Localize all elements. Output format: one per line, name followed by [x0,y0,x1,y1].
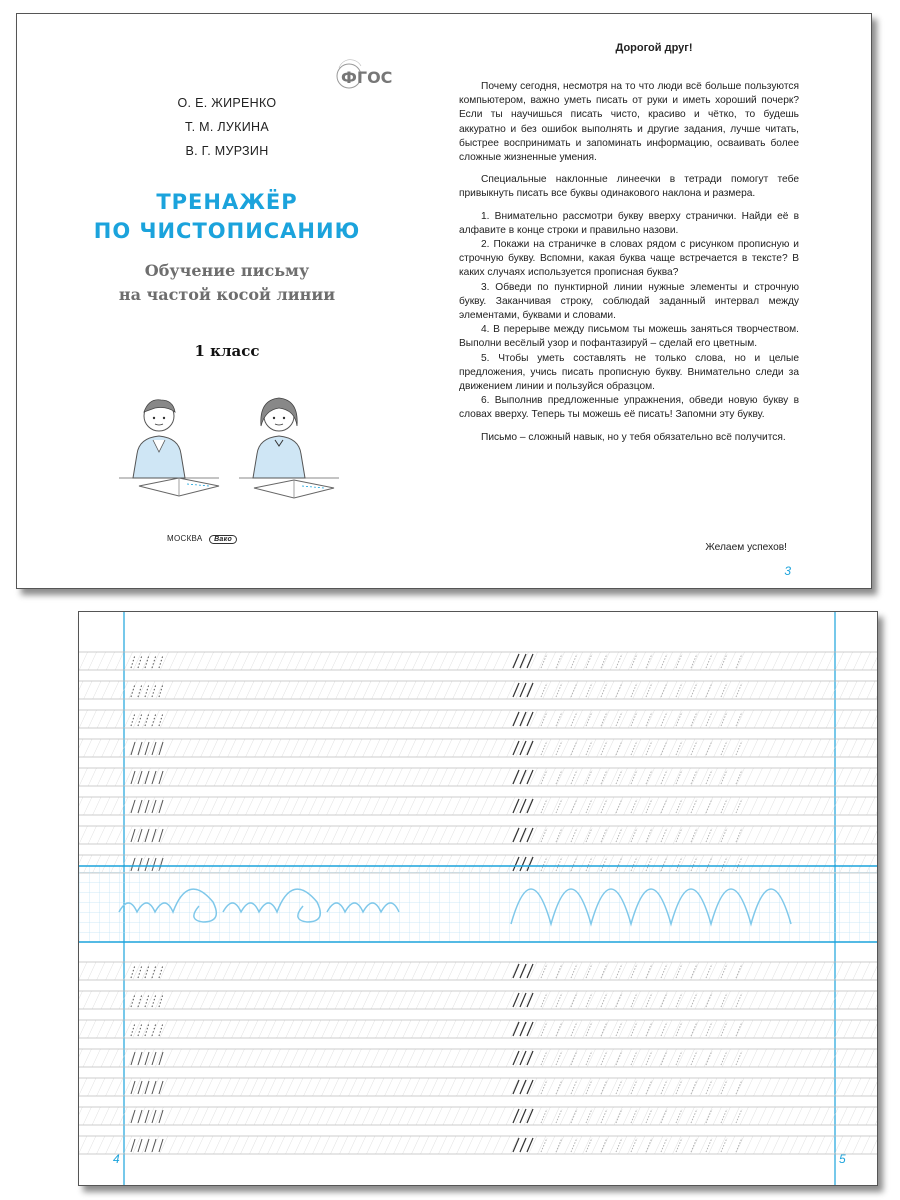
children-writing-illustration [109,386,349,516]
author-1: О. Е. ЖИРЕНКО [177,96,277,110]
book-title-line-2: ПО ЧИСТОПИСАНИЮ [93,219,361,243]
upper-line-hatch-band [79,681,877,699]
intro-paragraph-1: Почему сегодня, несмотря на то что люди всё больше пользуются компьютером, важно уметь писать от руки и иметь хороший почерк? Если ты научишься писать чисто, красиво и чётко, то будешь аккуратно и без ошибок выполнять и другие задания, лучше читать, быстрее воспринимать и запоминать информацию, осваивать более сложные жизненные умения. [459,81,799,164]
wish-line: Желаем успехов! [705,542,787,553]
author-3: В. Г. МУРЗИН [185,144,269,158]
page-number-3: 3 [784,564,791,578]
lower-line-hatch-band [79,962,877,980]
instruction-list [459,210,799,423]
boy-figure [119,400,219,496]
page-number-4: 4 [113,1152,120,1166]
workbook-spread [78,611,878,1186]
author-2: Т. М. ЛУКИНА [185,120,269,134]
upper-line-hatch-band [79,652,877,670]
book-title-line-1: ТРЕНАЖЁР [156,190,298,214]
instruction-step: 2. Покажи на страничке в словах рядом с рисунком прописную и строчную букву. Вспомни, какая буква чаще встречается в тексте? В каких случаях используется прописная буква? [459,239,799,279]
instruction-step: 4. В перерыве между письмом ты можешь заняться творчеством. Выполни весёлый узор и пофантазируй – сделай его цветным. [459,324,799,350]
grade-label: 1 класс [194,342,260,360]
letter-heading: Дорогой друг! [615,42,693,54]
instruction-step: 6. Выполнив предложенные упражнения, обведи новую букву в словах вверху. Теперь ты можешь её писать! Запомни эту букву. [459,395,799,421]
upper-line-hatch-band [79,710,877,728]
lower-line-hatch-band [79,1136,877,1154]
lower-line-hatch-band [79,1020,877,1038]
cover-spread [16,13,872,589]
girl-figure [239,398,339,498]
upper-line-hatch-band [79,768,877,786]
letter-page [437,14,871,588]
instruction-step: 3. Обведи по пунктирной линии нужные элементы и строчную букву. Заканчивая строку, соблюдай заданный интервал между элементами, буквами и словами. [459,281,799,322]
page-number-5: 5 [839,1152,846,1166]
upper-line-hatch-band [79,797,877,815]
publisher-imprint [167,534,237,544]
lower-line-hatch-band [79,1049,877,1067]
subtitle-line-2: на частой косой линии [118,285,336,304]
lower-line-hatch-band [79,991,877,1009]
intro-paragraph-2: Специальные наклонные линеечки в тетради помогут тебе привыкнуть писать все буквы одинакового наклона и размера. [459,174,799,200]
instruction-step: 1. Внимательно рассмотри букву вверху странички. Найди её в алфавите в конце строки и правильно назови. [459,210,799,236]
subtitle-line-1: Обучение письму [144,261,310,280]
instruction-step: 5. Чтобы уметь составлять не только слова, но и целые предложения, учись писать прописную букву. Внимательно следи за движением линии и пользуйся образцом. [459,352,799,393]
title-page [17,14,437,588]
publisher-logo: Вако [209,535,237,544]
publisher-city: МОСКВА [167,534,203,543]
lower-line-hatch-band [79,1078,877,1096]
fgos-label: ФГОС [341,68,393,87]
lower-line-hatch-band [79,1107,877,1125]
closing-paragraph: Письмо – сложный навык, но у тебя обязательно всё получится. [481,431,786,443]
ruled-workbook-page [79,612,877,1185]
letter-body [459,80,799,453]
fgos-badge [335,54,393,94]
upper-line-hatch-band [79,739,877,757]
upper-line-hatch-band [79,826,877,844]
